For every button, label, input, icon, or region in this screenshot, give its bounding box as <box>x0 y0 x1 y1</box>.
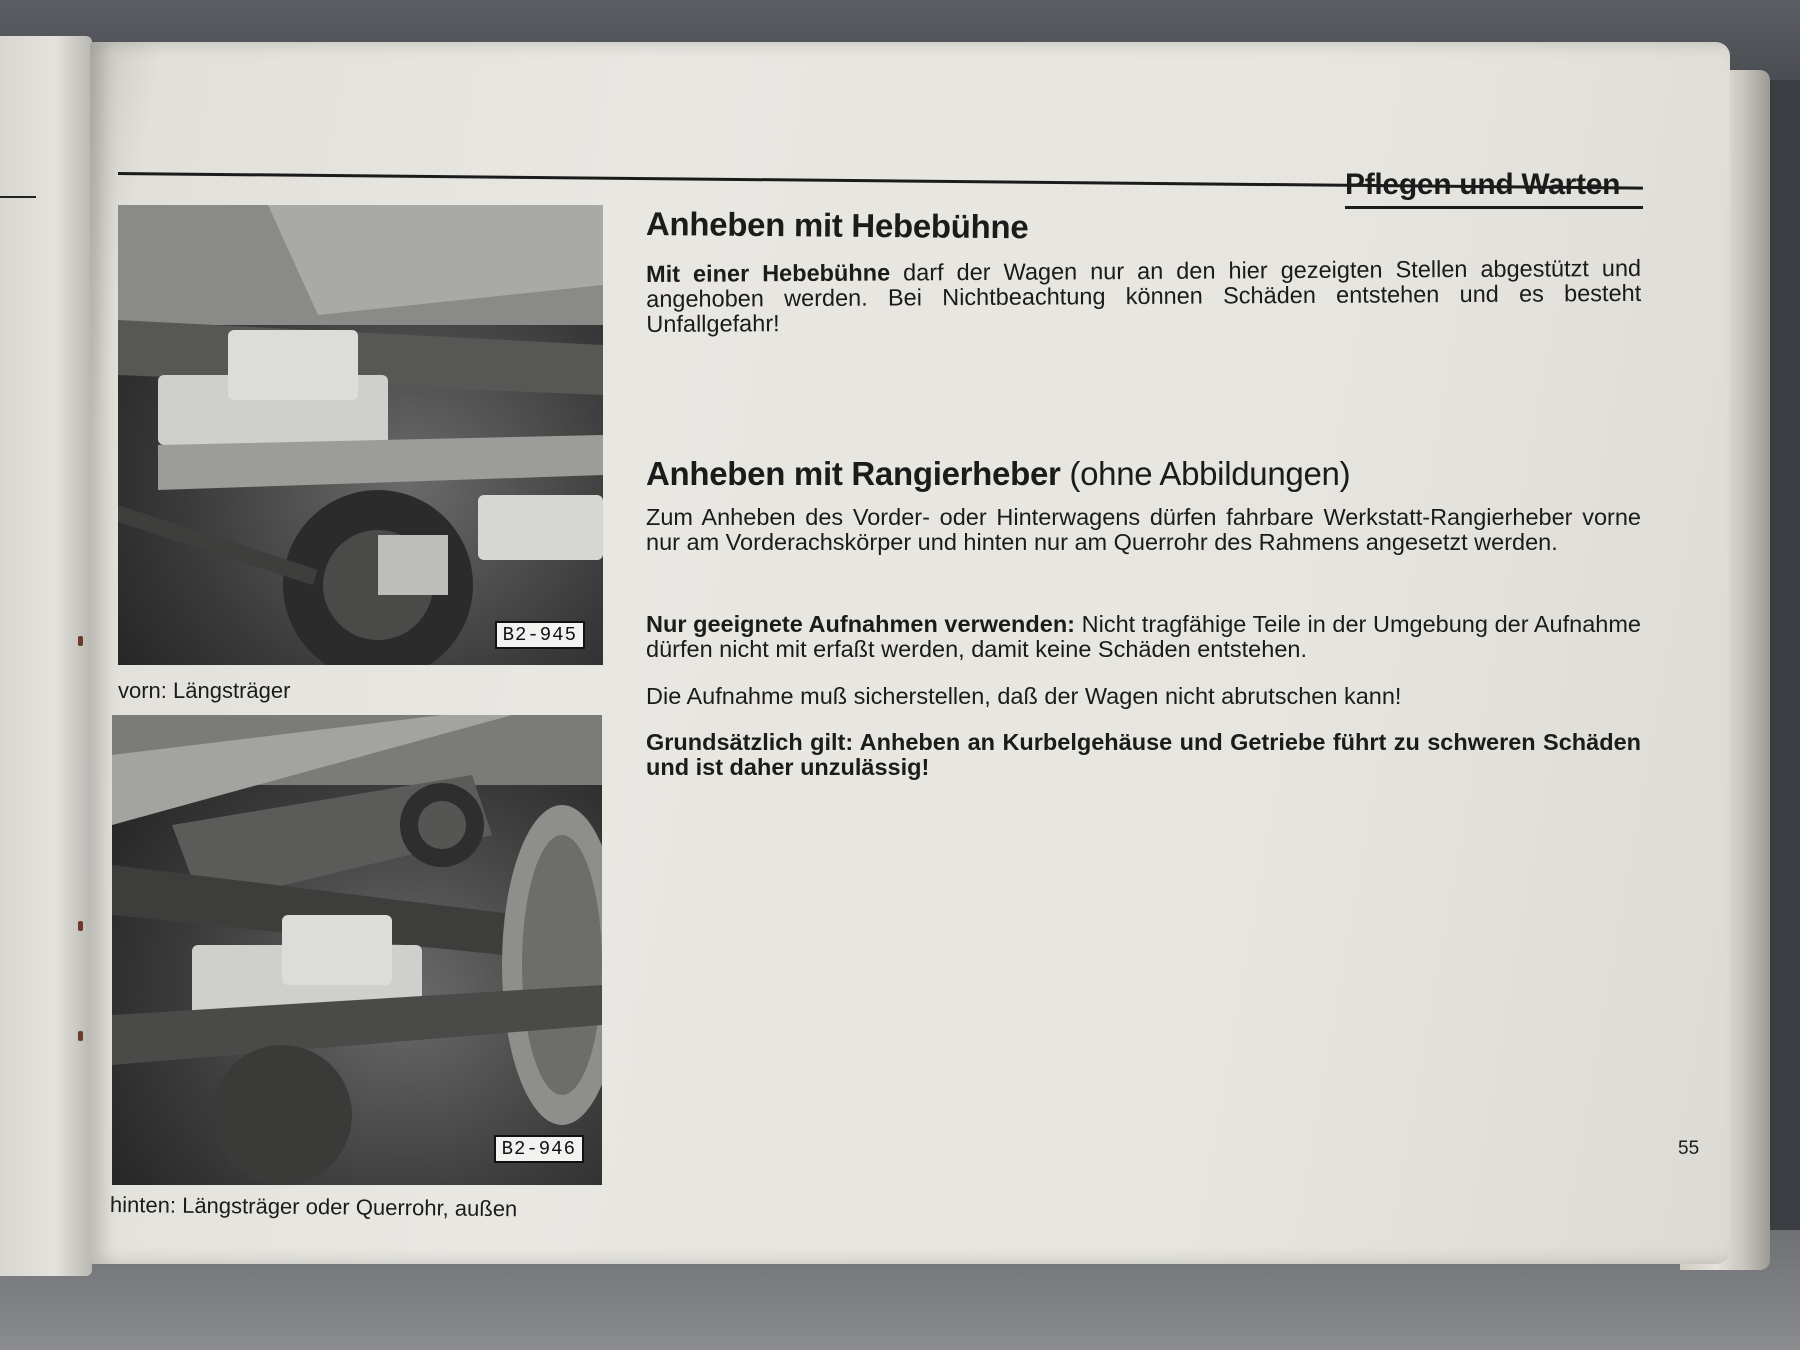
section-title: Pflegen und Warten <box>1345 168 1621 201</box>
paragraph-rangierheber-warning: Grundsätzlich gilt: Anheben an Kurbelgehäuse und Getriebe führt zu schweren Schäden und ist daher unzulässig! <box>646 729 1641 780</box>
photo-rear-illustration <box>112 715 602 1185</box>
staple <box>78 921 83 931</box>
paragraph-rangierheber-3: Die Aufnahme muß sicherstellen, daß der Wagen nicht abrutschen kann! <box>646 683 1402 709</box>
figure-code: B2-946 <box>494 1135 584 1163</box>
paragraph-lead: Nur geeignete Aufnahmen verwenden: <box>646 611 1076 637</box>
paragraph-hebebuehne <box>646 256 1641 337</box>
paragraph-lead: Mit einer Hebebühne <box>645 259 891 287</box>
left-page-edge <box>0 36 92 1276</box>
heading-rangierheber <box>646 455 1350 493</box>
paragraph-text: Nicht tragfähige Teile in der Umgebung der Aufnahme dürfen nicht mit erfaßt werden, damit keine Schäden entstehen. <box>646 611 1641 662</box>
heading-text: Anheben mit Rangierheber <box>646 455 1061 492</box>
paragraph-rangierheber-1: Zum Anheben des Vorder- oder Hinterwagens dürfen fahrbare Werkstatt-Rangierheber vorne nur am Vorderachskörper und hinten nur am Querrohr des Rahmens angesetzt werden. <box>646 504 1641 555</box>
section-title-underline <box>1345 206 1643 209</box>
left-page-rule <box>0 196 36 198</box>
figure-code: B2-945 <box>495 621 585 649</box>
paragraph-rangierheber-2 <box>646 612 1641 662</box>
paragraph-text: darf der Wagen nur an den hier gezeigten Stellen abgestützt und angehoben werden. Bei Nichtbeachtung können Schäden entstehen und es besteht Unfallgefahr! <box>646 254 1642 337</box>
photo-front-illustration <box>118 205 603 665</box>
photo-front-lift-points <box>118 205 603 665</box>
page-number: 55 <box>1678 1138 1700 1159</box>
staple <box>78 1031 83 1041</box>
photo-rear-lift-points <box>112 715 602 1185</box>
staple <box>78 636 83 646</box>
heading-note: (ohne Abbildungen) <box>1060 455 1351 492</box>
figure-caption: vorn: Längsträger <box>118 678 291 703</box>
heading-hebebuehne: Anheben mit Hebebühne <box>645 205 1029 246</box>
figure-caption: hinten: Längsträger oder Querrohr, außen <box>109 1192 518 1222</box>
